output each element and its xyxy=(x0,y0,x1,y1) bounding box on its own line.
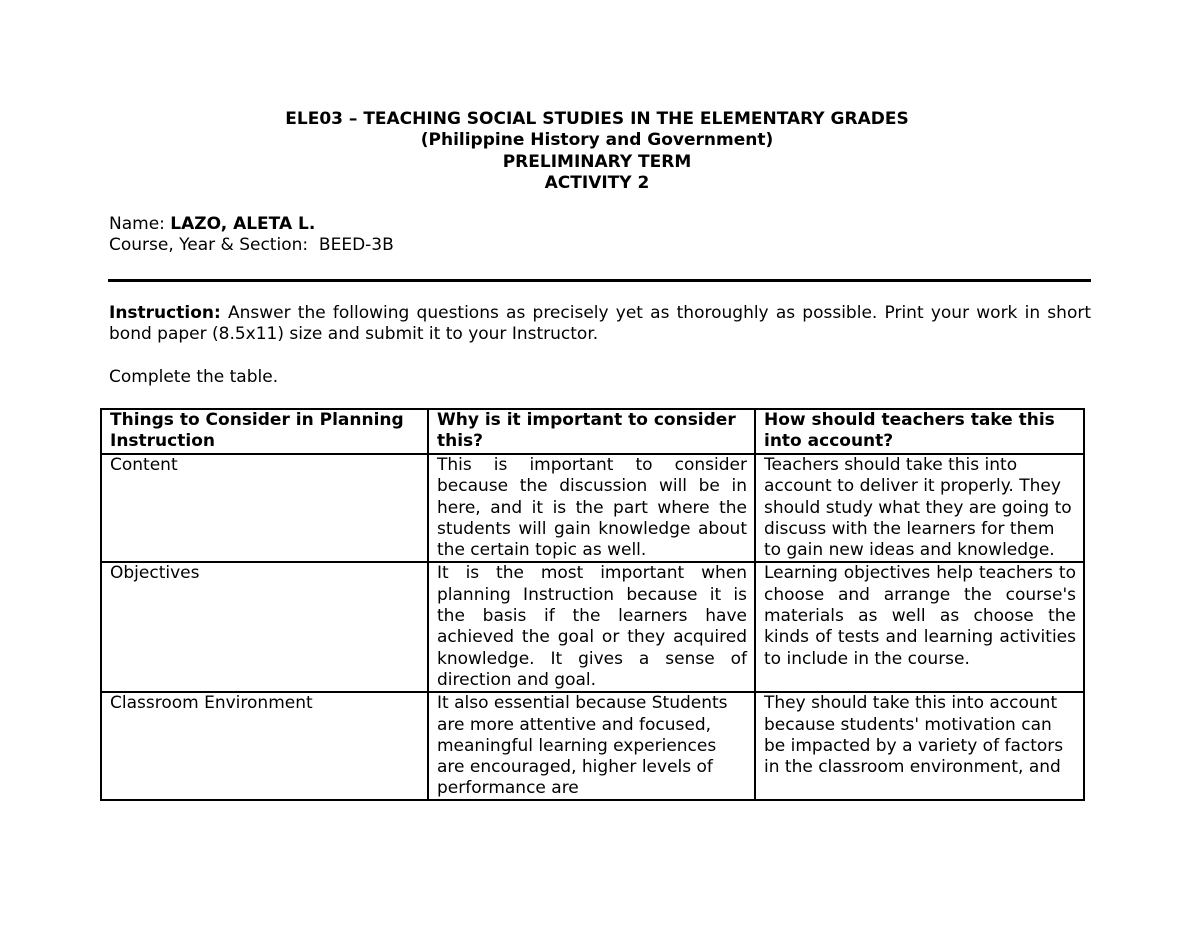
header-how: How should teachers take this into account? xyxy=(755,409,1084,454)
instruction-label: Instruction: xyxy=(109,303,221,323)
course-subtitle: (Philippine History and Government) xyxy=(420,130,774,151)
cell-why-text: It also essential because Students are more attentive and focused, meaningful learning experiences are encouraged, higher levels of performance are xyxy=(437,693,728,799)
name-label: Name: xyxy=(109,214,171,234)
table-row xyxy=(101,562,1084,692)
name-line xyxy=(109,214,394,235)
planning-table xyxy=(100,408,1085,801)
course-title: ELE03 – TEACHING SOCIAL STUDIES IN THE ELEMENTARY GRADES xyxy=(285,109,909,129)
cell-thing: Objectives xyxy=(101,562,428,692)
instruction-text: Answer the following questions as precisely yet as thoroughly as possible. Print your work in short bond paper (8.5x11) size and submit it to your Instructor. xyxy=(109,303,1091,345)
term-label: PRELIMINARY TERM xyxy=(502,151,692,172)
complete-table-prompt: Complete the table. xyxy=(109,367,279,387)
cell-how: Teachers should take this into account to deliver it properly. They should study what they are going to discuss with the learners for them to gain new ideas and knowledge. xyxy=(755,454,1084,562)
table-header-row xyxy=(101,409,1084,454)
header-things: Things to Consider in Planning Instruction xyxy=(101,409,428,454)
header-why: Why is it important to consider this? xyxy=(428,409,755,454)
cell-thing: Content xyxy=(101,454,428,562)
cell-why: It is the most important when planning Instruction because it is the basis if the learners have achieved the goal or they acquired knowledge. It gives a sense of direction and goal. xyxy=(428,562,755,692)
table-row xyxy=(101,454,1084,562)
cell-how xyxy=(755,692,1084,800)
course-line xyxy=(109,235,394,256)
cell-why: This is important to consider because the discussion will be in here, and it is the part where the students will gain knowledge about the certain topic as well. xyxy=(428,454,755,562)
table-row xyxy=(101,692,1084,800)
instruction-paragraph xyxy=(109,303,1091,346)
course-value: BEED-3B xyxy=(318,235,394,256)
cell-thing: Classroom Environment xyxy=(101,692,428,800)
cell-how-text: They should take this into account because students' motivation can be impacted by a variety of factors in the classroom environment, and xyxy=(764,693,1064,778)
student-info xyxy=(109,214,394,257)
activity-label: ACTIVITY 2 xyxy=(544,172,650,193)
course-label: Course, Year & Section: xyxy=(109,235,319,256)
cell-why xyxy=(428,692,755,800)
name-value: LAZO, ALETA L. xyxy=(170,214,316,234)
cell-how: Learning objectives help teachers to choose and arrange the course's materials as well as choose the kinds of tests and learning activities to include in the course. xyxy=(755,562,1084,692)
divider-line xyxy=(108,279,1091,282)
document-header xyxy=(0,109,1194,194)
